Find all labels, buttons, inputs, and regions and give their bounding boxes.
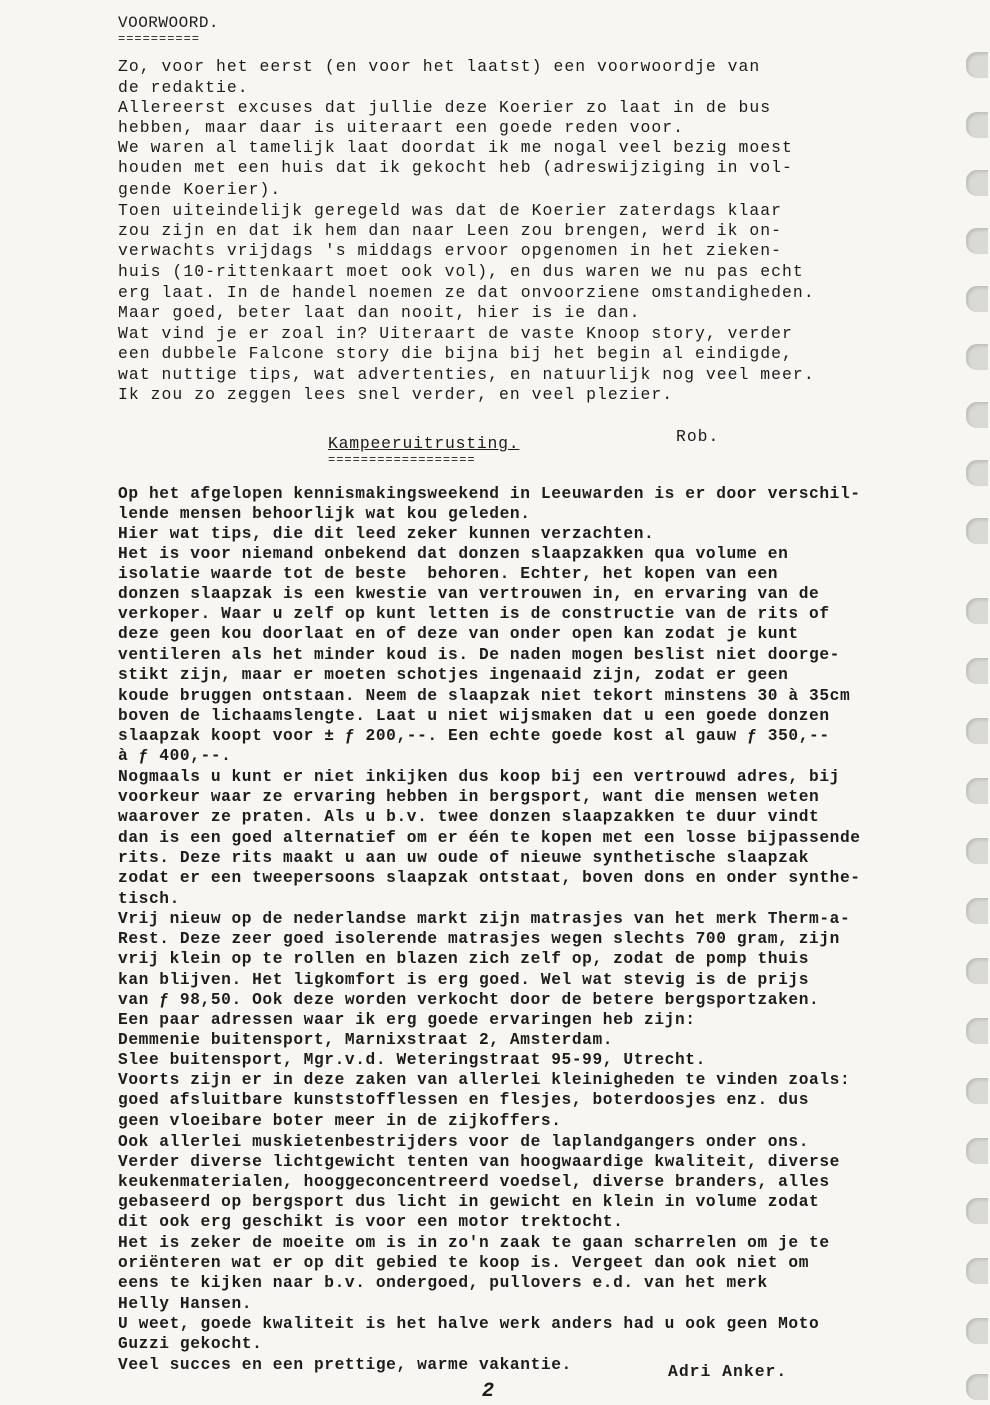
foreword-line: Wat vind je er zoal in? Uiteraart de vaste Knoop story, verder	[118, 324, 793, 343]
binder-hole	[966, 518, 988, 544]
article-line: stikt zijn, maar er moeten schotjes ingenaaid zijn, zodat er geen	[118, 666, 789, 684]
article-line: slaapzak koopt voor ± ƒ 200,--. Een echte goede kost al gauw ƒ 350,--	[118, 727, 830, 745]
foreword-line: zou zijn en dat ik hem dan naar Leen zou brengen, werd ik on-	[118, 221, 783, 240]
article-line: Op het afgelopen kennismakingsweekend in Leeuwarden is er door verschil-	[118, 485, 861, 503]
foreword-line: We waren al tamelijk laat doordat ik me nogal veel bezig moest	[118, 138, 793, 157]
foreword-line: een dubbele Falcone story die bijna bij het begin al eindigde,	[118, 344, 793, 363]
article-line: lende mensen behoorlijk wat kou geleden.	[118, 505, 531, 523]
foreword-signature: Rob.	[676, 427, 720, 446]
foreword-line: Ik zou zo zeggen lees snel verder, en veel plezier.	[118, 385, 674, 404]
article-line: oriënteren wat er op dit gebied te koop is. Vergeet dan ook niet om	[118, 1254, 810, 1272]
article-signature: Adri Anker.	[668, 1362, 788, 1381]
article-line: dan is een goed alternatief om er één te kopen met een losse bijpassende	[118, 829, 861, 847]
article-line: ventileren als het minder koud is. De naden mogen beslist niet doorge-	[118, 646, 840, 664]
article-line: U weet, goede kwaliteit is het halve werk anders had u ook geen Moto	[118, 1315, 820, 1333]
foreword-line: wat nuttige tips, wat advertenties, en natuurlijk nog veel meer.	[118, 365, 815, 384]
article-heading-underline: ==================	[328, 453, 476, 467]
foreword-line: houden met een huis dat ik gekocht heb (adreswijziging in vol-	[118, 158, 793, 177]
article-line: koude bruggen ontstaan. Neem de slaapzak niet tekort minstens 30 à 35cm	[118, 687, 851, 705]
article-line: van ƒ 98,50. Ook deze worden verkocht door de betere bergsportzaken.	[118, 991, 820, 1009]
binder-hole	[966, 1258, 988, 1284]
binder-hole	[966, 718, 988, 744]
binder-hole	[966, 1318, 988, 1344]
binder-hole	[966, 598, 988, 624]
binder-hole	[966, 838, 988, 864]
article-line: geen vloeibare boter meer in de zijkoffers.	[118, 1112, 562, 1130]
binder-hole	[966, 658, 988, 684]
article-line: verkoper. Waar u zelf op kunt letten is de constructie van de rits of	[118, 605, 830, 623]
article-line: Veel succes en een prettige, warme vakantie.	[118, 1356, 572, 1374]
article-line: donzen slaapzak is een kwestie van vertrouwen in, en ervaring van de	[118, 585, 820, 603]
article-line: waarover ze praten. Als u b.v. twee donzen slaapzakken te duur vindt	[118, 808, 820, 826]
article-line: Hier wat tips, die dit leed zeker kunnen verzachten.	[118, 525, 655, 543]
foreword-heading-underline: ==========	[118, 32, 201, 46]
binder-hole	[966, 1138, 988, 1164]
binder-hole	[966, 112, 988, 138]
article-line: kan blijven. Het ligkomfort is erg goed. Wel wat stevig is de prijs	[118, 971, 810, 989]
article-line: Het is voor niemand onbekend dat donzen slaapzakken qua volume en	[118, 545, 789, 563]
article-heading: Kampeeruitrusting.	[328, 434, 520, 453]
article-line: vrij klein op te rollen en blazen zich zelf op, zodat de pomp thuis	[118, 950, 810, 968]
article-line: isolatie waarde tot de beste behoren. Echter, het kopen van een	[118, 565, 779, 583]
article-line: Demmenie buitensport, Marnixstraat 2, Amsterdam.	[118, 1031, 614, 1049]
page-number: 2	[482, 1380, 495, 1403]
foreword-heading: VOORWOORD.	[118, 14, 220, 32]
article-line: Voorts zijn er in deze zaken van allerlei kleinigheden te vinden zoals:	[118, 1071, 851, 1089]
binder-holes	[966, 0, 990, 1405]
binder-hole	[966, 1374, 988, 1400]
article-line: voorkeur waar ze ervaring hebben in bergsport, want die mensen weten	[118, 788, 820, 806]
foreword-line: Toen uiteindelijk geregeld was dat de Koerier zaterdags klaar	[118, 201, 783, 220]
article-line: eens te kijken naar b.v. ondergoed, pullovers e.d. van het merk	[118, 1274, 768, 1292]
binder-hole	[966, 958, 988, 984]
article-line: tisch.	[118, 890, 180, 908]
foreword-line: huis (10-rittenkaart moet ook vol), en dus waren we nu pas echt	[118, 262, 804, 281]
article-line: à ƒ 400,--.	[118, 747, 232, 765]
article-line: Guzzi gekocht.	[118, 1335, 263, 1353]
foreword-line: gende Koerier).	[118, 180, 282, 199]
foreword-line: hebben, maar daar is uiteraart een goede reden voor.	[118, 118, 685, 137]
article-line: dit ook erg geschikt is voor een motor trektocht.	[118, 1213, 624, 1231]
article-line: Nogmaals u kunt er niet inkijken dus koop bij een vertrouwd adres, bij	[118, 768, 840, 786]
article-line: Slee buitensport, Mgr.v.d. Weteringstraat 95-99, Utrecht.	[118, 1051, 706, 1069]
binder-hole	[966, 344, 988, 370]
article-line: Het is zeker de moeite om is in zo'n zaak te gaan scharrelen om je te	[118, 1234, 830, 1252]
foreword-line: de redaktie.	[118, 78, 249, 97]
article-line: Helly Hansen.	[118, 1295, 253, 1313]
binder-hole	[966, 170, 988, 196]
binder-hole	[966, 52, 988, 78]
article-line: Rest. Deze zeer goed isolerende matrasjes wegen slechts 700 gram, zijn	[118, 930, 840, 948]
binder-hole	[966, 460, 988, 486]
article-line: goed afsluitbare kunststofflessen en flesjes, boterdoosjes enz. dus	[118, 1091, 810, 1109]
binder-hole	[966, 1078, 988, 1104]
binder-hole	[966, 228, 988, 254]
article-line: Een paar adressen waar ik erg goede ervaringen heb zijn:	[118, 1011, 696, 1029]
foreword-line: verwachts vrijdags 's middags ervoor opgenomen in het zieken-	[118, 241, 783, 260]
article-line: boven de lichaamslengte. Laat u niet wijsmaken dat u een goede donzen	[118, 707, 830, 725]
article-line: Verder diverse lichtgewicht tenten van hoogwaardige kwaliteit, diverse	[118, 1153, 840, 1171]
foreword-line: erg laat. In de handel noemen ze dat onvoorziene omstandigheden.	[118, 283, 815, 302]
article-line: Vrij nieuw op de nederlandse markt zijn matrasjes van het merk Therm-a-	[118, 910, 851, 928]
article-line: keukenmaterialen, hooggeconcentreerd voedsel, diverse branders, alles	[118, 1173, 830, 1191]
article-line: gebaseerd op bergsport dus licht in gewicht en klein in volume zodat	[118, 1193, 820, 1211]
article-line: zodat er een tweepersoons slaapzak ontstaat, boven dons en onder synthe-	[118, 869, 861, 887]
article-line: rits. Deze rits maakt u aan uw oude of nieuwe synthetische slaapzak	[118, 849, 810, 867]
binder-hole	[966, 286, 988, 312]
foreword-line: Maar goed, beter laat dan nooit, hier is ie dan.	[118, 303, 641, 322]
article-line: deze geen kou doorlaat en of deze van onder open kan zodat je kunt	[118, 625, 799, 643]
binder-hole	[966, 898, 988, 924]
binder-hole	[966, 402, 988, 428]
binder-hole	[966, 1018, 988, 1044]
article-line: Ook allerlei muskietenbestrijders voor de laplandgangers onder ons.	[118, 1133, 810, 1151]
binder-hole	[966, 1198, 988, 1224]
foreword-line: Allereerst excuses dat jullie deze Koerier zo laat in de bus	[118, 98, 772, 117]
foreword-line: Zo, voor het eerst (en voor het laatst) een voorwoordje van	[118, 57, 761, 76]
binder-hole	[966, 778, 988, 804]
